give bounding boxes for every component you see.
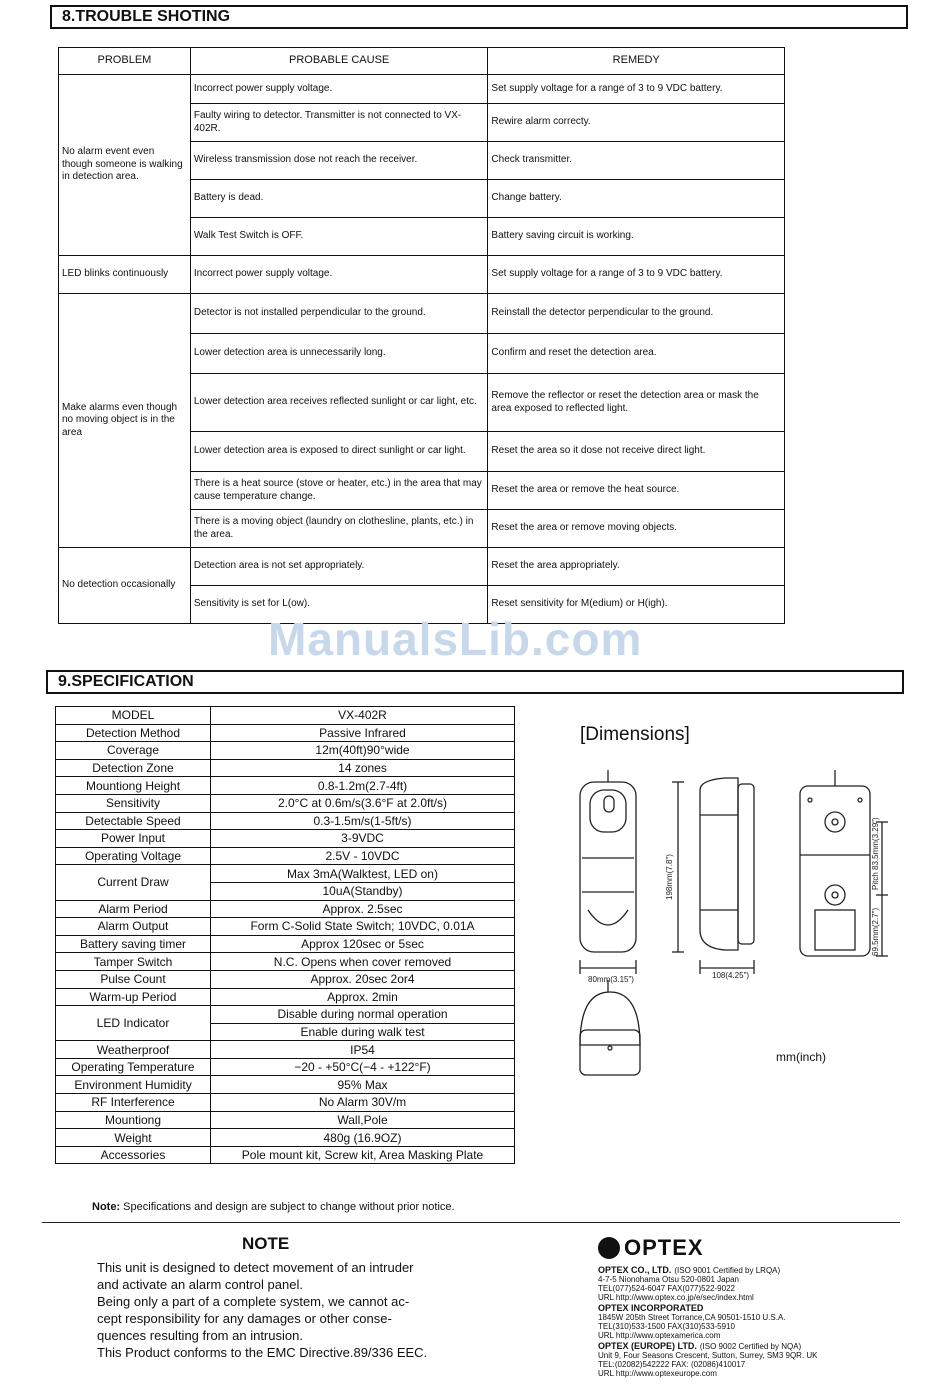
remedy-cell: Check transmitter. — [488, 142, 785, 180]
trouble-header-row — [59, 48, 785, 75]
cause-cell: Faulty wiring to detector. Transmitter is not connected to VX-402R. — [190, 104, 488, 142]
note-line: Being only a part of a complete system, we cannot ac- — [97, 1294, 410, 1309]
remedy-cell: Rewire alarm correcty. — [488, 104, 785, 142]
spec-value: 2.0°C at 0.6m/s(3.6°F at 2.0ft/s) — [211, 794, 515, 812]
spec-row — [56, 953, 515, 971]
note-line: quences resulting from an intrusion. — [97, 1328, 303, 1343]
cause-cell: Wireless transmission dose not reach the receiver. — [190, 142, 488, 180]
spec-row — [56, 1058, 515, 1076]
problem-cell: No detection occasionally — [59, 548, 191, 624]
remedy-cell: Battery saving circuit is working. — [488, 218, 785, 256]
remedy-cell: Reset the area or remove moving objects. — [488, 510, 785, 548]
problem-cell: Make alarms even though no moving object is in the area — [59, 294, 191, 548]
spec-row — [56, 759, 515, 777]
spec-key: LED Indicator — [56, 1006, 211, 1041]
spec-row — [56, 830, 515, 848]
cause-cell: There is a heat source (stove or heater, etc.) in the area that may cause temperature change. — [190, 472, 488, 510]
header-cause: PROBABLE CAUSE — [190, 48, 488, 75]
spec-value: N.C. Opens when cover removed — [211, 953, 515, 971]
cause-cell: Battery is dead. — [190, 180, 488, 218]
company-heading — [598, 1266, 898, 1275]
company-heading — [598, 1304, 898, 1313]
spec-row — [56, 1076, 515, 1094]
spec-value: Approx 120sec or 5sec — [211, 935, 515, 953]
note-title: NOTE — [242, 1234, 290, 1253]
spec-value: 2.5V - 10VDC — [211, 847, 515, 865]
spec-value: 95% Max — [211, 1076, 515, 1094]
company-cert: (ISO 9002 Certified by NQA) — [699, 1342, 802, 1351]
note-line: This unit is designed to detect movement of an intruder — [97, 1260, 414, 1275]
spec-key: Detection Zone — [56, 759, 211, 777]
remedy-cell: Reinstall the detector perpendicular to the ground. — [488, 294, 785, 334]
spec-row — [56, 1129, 515, 1147]
dimension-drawing — [560, 760, 910, 1080]
spec-note — [92, 1201, 455, 1213]
spec-value: 3-9VDC — [211, 830, 515, 848]
trouble-row — [59, 548, 785, 586]
spec-row — [56, 1041, 515, 1059]
optex-logo-icon — [598, 1237, 620, 1259]
spec-row — [56, 935, 515, 953]
spec-key: Accessories — [56, 1146, 211, 1164]
spec-key: Current Draw — [56, 865, 211, 900]
company-name: OPTEX (EUROPE) LTD. — [598, 1341, 697, 1351]
spec-value: 0.8-1.2m(2.7-4ft) — [211, 777, 515, 795]
spec-value: Pole mount kit, Screw kit, Area Masking Plate — [211, 1146, 515, 1164]
spec-key: Sensitivity — [56, 794, 211, 812]
spec-row — [56, 1146, 515, 1164]
spec-key: Detection Method — [56, 724, 211, 742]
remedy-cell: Reset the area appropriately. — [488, 548, 785, 586]
company-block — [598, 1304, 898, 1340]
spec-key: Operating Voltage — [56, 847, 211, 865]
spec-key: Power Input — [56, 830, 211, 848]
spec-row — [56, 1111, 515, 1129]
spec-row — [56, 812, 515, 830]
company-contacts — [598, 1266, 898, 1380]
trouble-section-title — [50, 5, 908, 29]
spec-value: Enable during walk test — [211, 1023, 515, 1041]
remedy-cell: Reset sensitivity for M(edium) or H(igh). — [488, 586, 785, 624]
spec-note-text: Specifications and design are subject to change without prior notice. — [123, 1201, 455, 1213]
company-line: TEL(310)533-1500 FAX(310)533-5910 — [598, 1322, 735, 1331]
company-cert: (ISO 9001 Certified by LRQA) — [674, 1266, 781, 1275]
spec-key: Pulse Count — [56, 970, 211, 988]
remedy-cell: Set supply voltage for a range of 3 to 9 VDC battery. — [488, 256, 785, 294]
spec-key: Warm-up Period — [56, 988, 211, 1006]
spec-row — [56, 970, 515, 988]
spec-value: Approx. 20sec 2or4 — [211, 970, 515, 988]
spec-row — [56, 742, 515, 760]
note-line: cept responsibility for any damages or other conse- — [97, 1311, 392, 1326]
spec-key: Alarm Output — [56, 918, 211, 936]
company-line: 1845W 205th Street Torrance,CA 90501-1510 U.S.A. — [598, 1313, 786, 1322]
spec-row — [56, 707, 515, 725]
watermark: ManualsLib.com — [268, 613, 643, 665]
footer-divider — [42, 1222, 900, 1223]
spec-value: Approx. 2min — [211, 988, 515, 1006]
dim-bottom-label: 69.5mm(2.7") — [871, 907, 880, 956]
cause-cell: There is a moving object (laundry on clothesline, plants, etc.) in the area. — [190, 510, 488, 548]
spec-row — [56, 865, 515, 883]
cause-cell: Incorrect power supply voltage. — [190, 75, 488, 104]
dimensions-title: [Dimensions] — [580, 724, 690, 745]
company-block — [598, 1266, 898, 1302]
spec-value: Form C-Solid State Switch; 10VDC, 0.01A — [211, 918, 515, 936]
company-heading — [598, 1342, 898, 1351]
spec-key: Detectable Speed — [56, 812, 211, 830]
dimensions-unit: mm(inch) — [776, 1050, 826, 1064]
spec-value: IP54 — [211, 1041, 515, 1059]
spec-row — [56, 724, 515, 742]
spec-row — [56, 847, 515, 865]
cause-cell: Incorrect power supply voltage. — [190, 256, 488, 294]
spec-key: MODEL — [56, 707, 211, 725]
company-line: URL http://www.optexamerica.com — [598, 1331, 721, 1340]
spec-row — [56, 900, 515, 918]
spec-value: 10uA(Standby) — [211, 882, 515, 900]
company-line: Unit 9, Four Seasons Crescent, Sutton, Surrey, SM3 9QR. UK — [598, 1351, 818, 1360]
spec-row — [56, 1094, 515, 1112]
lens-view — [580, 992, 640, 1045]
remedy-cell: Set supply voltage for a range of 3 to 9 VDC battery. — [488, 75, 785, 104]
note-body — [97, 1259, 517, 1361]
spec-key: Environment Humidity — [56, 1076, 211, 1094]
spec-key: Coverage — [56, 742, 211, 760]
spec-row — [56, 794, 515, 812]
spec-key: Alarm Period — [56, 900, 211, 918]
spec-value: Disable during normal operation — [211, 1006, 515, 1024]
spec-value: 14 zones — [211, 759, 515, 777]
spec-key: Battery saving timer — [56, 935, 211, 953]
cause-cell: Walk Test Switch is OFF. — [190, 218, 488, 256]
note-line: and activate an alarm control panel. — [97, 1277, 303, 1292]
spec-key: Operating Temperature — [56, 1058, 211, 1076]
side-view-body — [700, 778, 738, 950]
front-view-body — [580, 782, 636, 952]
company-line: 4-7-5 Nionohama Otsu 520-0801 Japan — [598, 1275, 739, 1284]
spec-key: Mountiong Height — [56, 777, 211, 795]
problem-cell: No alarm event even though someone is walking in detection area. — [59, 75, 191, 256]
spec-note-label: Note: — [92, 1201, 121, 1213]
spec-value: Wall,Pole — [211, 1111, 515, 1129]
dim-pitch-label: Pitch 83.5mm(3.29") — [871, 817, 880, 890]
spec-value: −20 - +50°C(−4 - +122°F) — [211, 1058, 515, 1076]
spec-row — [56, 1006, 515, 1024]
cause-cell: Lower detection area is exposed to direct sunlight or car light. — [190, 432, 488, 472]
remedy-cell: Confirm and reset the detection area. — [488, 334, 785, 374]
spec-value: 0.3-1.5m/s(1-5ft/s) — [211, 812, 515, 830]
spec-row — [56, 918, 515, 936]
problem-cell: LED blinks continuously — [59, 256, 191, 294]
company-line: URL http://www.optexeurope.com — [598, 1369, 717, 1378]
trouble-row — [59, 256, 785, 294]
spec-row — [56, 777, 515, 795]
cause-cell: Sensitivity is set for L(ow). — [190, 586, 488, 624]
trouble-title-text: 8.TROUBLE SHOTING — [62, 8, 231, 25]
optex-logo — [598, 1235, 704, 1261]
trouble-row — [59, 75, 785, 104]
spec-value: No Alarm 30V/m — [211, 1094, 515, 1112]
spec-value: Max 3mA(Walktest, LED on) — [211, 865, 515, 883]
optex-logo-text: OPTEX — [624, 1235, 704, 1260]
spec-value: 480g (16.9OZ) — [211, 1129, 515, 1147]
spec-table — [55, 706, 515, 1164]
header-remedy: REMEDY — [488, 48, 785, 75]
note-line: This Product conforms to the EMC Directive.89/336 EEC. — [97, 1345, 428, 1360]
spec-section-title — [46, 670, 904, 694]
remedy-cell: Change battery. — [488, 180, 785, 218]
cause-cell: Lower detection area receives reflected sunlight or car light, etc. — [190, 374, 488, 432]
spec-title-text: 9.SPECIFICATION — [58, 673, 194, 690]
company-line: URL http://www.optex.co.jp/e/sec/index.html — [598, 1293, 754, 1302]
cause-cell: Detection area is not set appropriately. — [190, 548, 488, 586]
spec-key: Tamper Switch — [56, 953, 211, 971]
spec-row — [56, 988, 515, 1006]
spec-value: Passive Infrared — [211, 724, 515, 742]
trouble-table — [58, 47, 785, 624]
dim-height-label: 198mm(7.8") — [665, 854, 674, 900]
spec-key: RF Interference — [56, 1094, 211, 1112]
spec-value: 12m(40ft)90°wide — [211, 742, 515, 760]
remedy-cell: Reset the area so it dose not receive direct light. — [488, 432, 785, 472]
company-block — [598, 1342, 898, 1378]
dim-depth-label: 108(4.25") — [712, 971, 750, 980]
spec-key: Mountiong — [56, 1111, 211, 1129]
company-name: OPTEX INCORPORATED — [598, 1303, 704, 1313]
trouble-row — [59, 294, 785, 334]
cause-cell: Lower detection area is unnecessarily long. — [190, 334, 488, 374]
company-name: OPTEX CO., LTD. — [598, 1265, 672, 1275]
spec-value: Approx. 2.5sec — [211, 900, 515, 918]
company-line: TEL(077)524-6047 FAX(077)522-9022 — [598, 1284, 735, 1293]
remedy-cell: Remove the reflector or reset the detection area or mask the area exposed to reflected light. — [488, 374, 785, 432]
spec-key: Weight — [56, 1129, 211, 1147]
header-problem: PROBLEM — [59, 48, 191, 75]
cause-cell: Detector is not installed perpendicular to the ground. — [190, 294, 488, 334]
company-line: TEL:(02082)542222 FAX: (02086)410017 — [598, 1360, 746, 1369]
spec-value: VX-402R — [211, 707, 515, 725]
remedy-cell: Reset the area or remove the heat source. — [488, 472, 785, 510]
spec-key: Weatherproof — [56, 1041, 211, 1059]
dim-width-label: 80mm(3.15") — [588, 975, 634, 984]
